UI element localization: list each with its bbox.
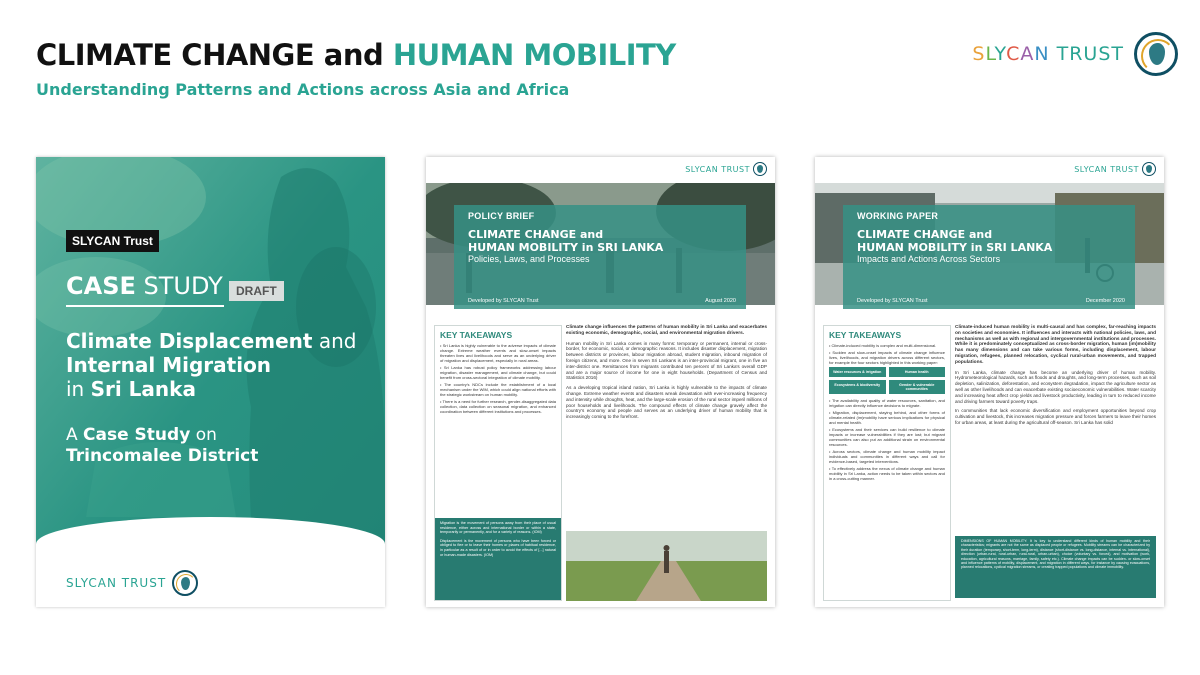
title-part-accent: HUMAN MOBILITY — [392, 38, 676, 72]
sector-tile: Human health — [889, 367, 946, 377]
takeaway-item: • Ecosystems and their services can build resilience to climate impacts or increase vulnerabilities if they are lost; but migrant communities can also put an additional strain on environmental resources. — [829, 427, 945, 447]
displacement-definition: Displacement is the movement of persons who have been forced or obliged to flee or to leave their homes or places of habitual residence, in particular as a result of or in order to avoid the effects of [...] natural or human-made disasters. (IOM) — [440, 538, 556, 557]
lead-paragraph: Climate change influences the patterns of human mobility in Sri Lanka and exacerbates existing economic, demographic, social, and environmental migration drivers. — [566, 325, 767, 336]
body-paragraph: In communities that lack economic diversification and employment opportunities beyond crop cultivation and livestock, this increases migration pressure and forces farmers to leave their homes for urban areas, at least during the agricultural off-season. Sri Lanka has solid — [955, 408, 1156, 425]
takeaway-item: • Across sectors, climate change and human mobility impact individuals and communities in different ways and call for evidence-based, targeted interventions. — [829, 449, 945, 464]
definitions-box — [435, 518, 561, 600]
takeaway-item: • Migration, displacement, staying behind, and other forms of climate-related (im)mobility have serious implications for physical and mental health. — [829, 410, 945, 425]
sector-tile: Ecosystems & biodiversity — [829, 380, 886, 394]
key-takeaways-title: KEY TAKEAWAYS — [440, 330, 513, 340]
lead-paragraph: Climate-induced human mobility is multi-causal and has complex, far-reaching impacts on societies and economies. It influences and interacts with national policies, laws, and mechanisms as well as with regional and intergovernmental institutions and processes. While it is predominately conceptualized as cross-border migration, human (im)mobility has many dimensions and can take various forms, including displacement, labour migration, refugees, planned relocation, cyclical rural-urban movements, and trapped populations. — [955, 325, 1156, 365]
title-bold-1: Climate Displacement — [66, 329, 313, 353]
key-takeaways-panel — [434, 325, 562, 601]
page-subtitle: Understanding Patterns and Actions across Asia and Africa — [36, 80, 570, 99]
takeaway-item: • The country's NDCs include the establishment of a local mechanism under the WIM, which could align national efforts with the strategic workstream on human mobility. — [440, 382, 556, 397]
takeaway-item: • The availability and quality of water resources, sanitation, and irrigation can directly influence decisions to migrate. — [829, 398, 945, 408]
brief-logo-text: SLYCAN TRUST — [685, 164, 750, 174]
brand-letter: Y — [994, 43, 1007, 65]
case-word: CASE — [66, 272, 136, 300]
brief-title-line3: Policies, Laws, and Processes — [468, 254, 590, 264]
study-word: STUDY — [135, 272, 223, 300]
sector-grid — [829, 367, 945, 394]
title-bold-2: Internal Migration — [66, 353, 272, 377]
sri-lanka-seal-icon — [1134, 32, 1178, 76]
paper-title-line2: HUMAN MOBILITY in SRI LANKA — [857, 241, 1053, 254]
slycan-trust-tag: SLYCAN Trust — [66, 230, 159, 252]
divider — [66, 305, 224, 307]
body-paragraph: In Sri Lanka, climate change has become an underlying driver of human mobility. Hydrometeorological hazards, such as floods and droughts, and long-term processes, such as soil depletion, salinization, deforestation, and ecosystem degradation, impact the agriculture sector as well as other livelihoods and can exacerbate existing socioeconomic vulnerabilities. Water scarcity and increasing heat affect crop yields and livestock productivity, leading in turn to reduced income and driving farmers toward poverty traps. — [955, 369, 1156, 404]
brand-logo — [972, 32, 1178, 76]
working-paper-page[interactable] — [815, 157, 1164, 607]
brand-word-trust: TRUST — [1049, 43, 1124, 65]
cover-subtitle — [66, 425, 366, 467]
brief-title-line2: HUMAN MOBILITY in SRI LANKA — [468, 241, 664, 254]
key-takeaways-title: KEY TAKEAWAYS — [829, 330, 902, 340]
developed-by: Developed by SLYCAN Trust — [468, 298, 539, 304]
paper-logo — [1074, 162, 1156, 176]
developed-by: Developed by SLYCAN Trust — [857, 298, 928, 304]
sri-lanka-seal-icon — [1142, 162, 1156, 176]
cover-title — [66, 329, 366, 401]
body-paragraph: As a developing tropical island nation, Sri Lanka is highly vulnerable to the impacts of climate change. Extreme weather events and disasters wreak devastation with ever-increasing frequency and intensity while droughts, heat, and the large-scale erosion of the rural sector imperil millions of poor households and livelihoods. The compound effects of climate change gravely affect the country's economy and people and serves as an underlying driver of human mobility that is increasingly coming to the forefront. — [566, 385, 767, 420]
brief-title-box — [454, 205, 746, 309]
case-study-label — [66, 272, 223, 300]
paper-title-line3: Impacts and Actions Across Sectors — [857, 254, 1001, 264]
field-photo — [566, 531, 767, 601]
paper-title-box — [843, 205, 1135, 309]
sri-lanka-seal-icon — [753, 162, 767, 176]
sector-tile: Water resources & irrigation — [829, 367, 886, 377]
subtitle-regular-2: on — [190, 425, 217, 445]
sector-tile: Gender & vulnerable communities — [889, 380, 946, 394]
title-regular-2: in — [66, 377, 91, 401]
takeaway-item: • Sri Lanka is highly vulnerable to the adverse impacts of climate change. Extreme weather events and slow-onset impacts threaten lives and livelihoods and serve as an underlying driver of migration and displacement, especially in rural areas. — [440, 343, 556, 363]
policy-brief-page[interactable] — [426, 157, 775, 607]
cover-brand-wordmark: SLYCAN TRUST — [66, 576, 167, 590]
publication-date: August 2020 — [705, 298, 736, 304]
brief-body-text — [566, 325, 767, 424]
case-study-cover[interactable] — [36, 157, 385, 607]
cover-brand-logo — [66, 570, 198, 596]
migration-definition: Migration is the movement of persons away from their place of usual residence, either across and international border or within a state, temporarily or permanently, and for a variety of reasons. (IOM) — [440, 521, 556, 535]
subtitle-bold-1: Case Study — [83, 425, 191, 445]
subtitle-regular-1: A — [66, 425, 84, 445]
takeaway-item: • Climate-induced mobility is complex and multi-dimensional. — [829, 343, 945, 348]
dimensions-box: DIMENSIONS OF HUMAN MOBILITY: It is key to understand different kinds of human mobility and their characteristics; migrants are not the same as displaced people or refugees. Mobility streams can be characterized by their duration (temporary, short-term, long-term), distance (short-distance vs. long-distance, internal vs. international), direction (urban-rural, rural-urban, rural-rural, urban-urban), choice (voluntary vs. forced), and motivation (work, education, agricultural reasons, marriage, family, safety etc.). Climate change impacts can be sudden- or slow-onset and influence patterns of mobility, displacement, and migration in different ways, for instance by causing evacuations, planned relocations, cyclical migration streams, or creating trapped populations and climate immobility. — [955, 536, 1156, 598]
paper-logo-text: SLYCAN TRUST — [1074, 164, 1139, 174]
brand-letter: S — [972, 43, 986, 65]
sri-lanka-seal-icon — [172, 570, 198, 596]
brand-letter: N — [1034, 43, 1050, 65]
paper-title-line1: CLIMATE CHANGE and — [857, 228, 993, 241]
paper-body-text — [955, 325, 1156, 430]
takeaway-item: • Sri Lanka has robust policy frameworks addressing labour migration, disaster management, and climate change, but could benefit from cross-sectoral integration of climate mobility. — [440, 365, 556, 380]
brief-title-line1: CLIMATE CHANGE and — [468, 228, 604, 241]
title-bold-3: Sri Lanka — [90, 377, 196, 401]
title-regular-1: and — [312, 329, 357, 353]
brand-letter: C — [1006, 43, 1021, 65]
takeaway-item: • There is a need for further research, gender-disaggregated data collection, data collection on seasonal migration, and enhanced coordination between different institutions and processes. — [440, 399, 556, 414]
takeaway-item: • To effectively address the nexus of climate change and human mobility in Sri Lanka, action needs to be taken within sectors and in a cross-cutting manner. — [829, 466, 945, 481]
body-paragraph: Human mobility in Sri Lanka comes in many forms: temporary or permanent, internal or cross-border, for economic, social, or demographic reasons. It includes disaster displacement, migration between districts or provinces, labour migration abroad, student migration, inbound migration of foreign citizens, and more. One in seven Sri Lankans is an inter-provincial migrant, one in five an inter-district one. Remittances from migrants contributed ten percent of Sri Lanka's overall GDP and are a major source of income for one in eight households. (Department of Census and Statistics 2016) — [566, 340, 767, 381]
key-takeaways-panel — [823, 325, 951, 601]
document-type: POLICY BRIEF — [468, 211, 535, 221]
brand-wordmark — [972, 43, 1124, 65]
brief-logo — [685, 162, 767, 176]
document-type: WORKING PAPER — [857, 211, 939, 221]
brand-letter: L — [985, 43, 995, 65]
page-title — [36, 38, 676, 72]
subtitle-bold-2: Trincomalee District — [66, 446, 259, 466]
brand-letter: A — [1020, 43, 1035, 65]
takeaway-item: • Sudden and slow-onset impacts of climate change influence lives, livelihoods, and migration drivers across different sectors, for example the four sectors highlighted in this working paper: — [829, 350, 945, 365]
title-part-dark: CLIMATE CHANGE and — [36, 38, 393, 72]
draft-badge: DRAFT — [229, 281, 284, 301]
publication-date: December 2020 — [1085, 298, 1125, 304]
